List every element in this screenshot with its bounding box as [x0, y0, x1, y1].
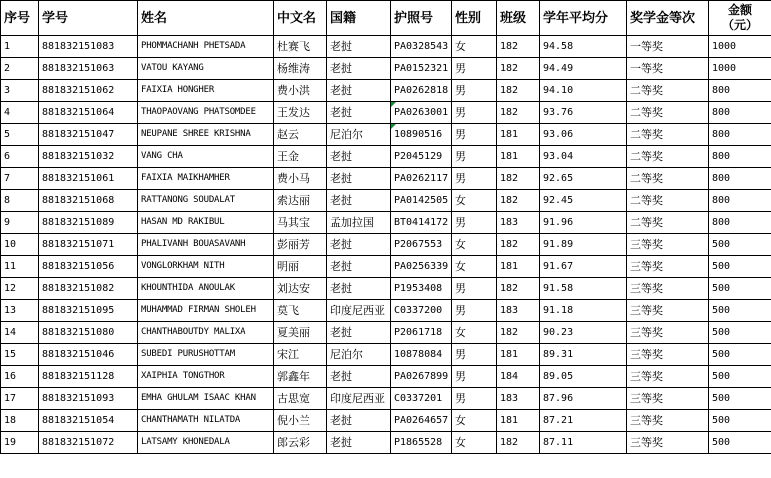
cell-chinese-name[interactable]: 莫飞 — [274, 300, 327, 322]
cell-nationality[interactable]: 老挝 — [327, 168, 391, 190]
cell-gender[interactable]: 男 — [452, 344, 497, 366]
cell-passport[interactable]: PA0262117 — [391, 168, 452, 190]
cell-amount[interactable]: 500 — [709, 432, 771, 454]
cell-gender[interactable]: 女 — [452, 432, 497, 454]
table-row — [1, 168, 771, 190]
cell-amount[interactable]: 500 — [709, 322, 771, 344]
cell-student-id[interactable]: 881832151032 — [39, 146, 138, 168]
cell-gender[interactable]: 女 — [452, 256, 497, 278]
cell-scholarship-level[interactable]: 二等奖 — [627, 212, 709, 234]
table-row — [1, 322, 771, 344]
cell-gender[interactable]: 男 — [452, 58, 497, 80]
cell-class[interactable]: 182 — [497, 190, 540, 212]
table-row — [1, 124, 771, 146]
cell-amount[interactable]: 800 — [709, 80, 771, 102]
cell-gender[interactable]: 男 — [452, 124, 497, 146]
cell-passport[interactable]: 10890516 — [391, 124, 452, 146]
cell-name[interactable]: FAIXIA MAIKHAMHER — [138, 168, 274, 190]
cell-name[interactable]: VANG CHA — [138, 146, 274, 168]
cell-class[interactable]: 182 — [497, 58, 540, 80]
cell-scholarship-level[interactable]: 三等奖 — [627, 388, 709, 410]
cell-amount[interactable]: 800 — [709, 212, 771, 234]
cell-nationality[interactable]: 孟加拉国 — [327, 212, 391, 234]
cell-scholarship-level[interactable]: 二等奖 — [627, 124, 709, 146]
cell-gpa[interactable]: 89.31 — [540, 344, 627, 366]
cell-chinese-name[interactable]: 夏美丽 — [274, 322, 327, 344]
cell-gpa[interactable]: 92.45 — [540, 190, 627, 212]
cell-student-id[interactable]: 881832151064 — [39, 102, 138, 124]
cell-scholarship-level[interactable]: 二等奖 — [627, 80, 709, 102]
cell-gpa[interactable]: 91.89 — [540, 234, 627, 256]
cell-class[interactable]: 182 — [497, 322, 540, 344]
header-amount-line1: 金额 — [727, 3, 752, 17]
cell-chinese-name[interactable]: 费小洪 — [274, 80, 327, 102]
cell-scholarship-level[interactable]: 三等奖 — [627, 366, 709, 388]
cell-index[interactable]: 3 — [1, 80, 39, 102]
cell-passport[interactable]: P2045129 — [391, 146, 452, 168]
cell-class[interactable]: 181 — [497, 146, 540, 168]
cell-amount[interactable]: 800 — [709, 168, 771, 190]
cell-nationality[interactable]: 老挝 — [327, 256, 391, 278]
cell-gender[interactable]: 男 — [452, 300, 497, 322]
cell-index[interactable]: 14 — [1, 322, 39, 344]
cell-chinese-name[interactable]: 宋江 — [274, 344, 327, 366]
cell-passport[interactable]: P2061718 — [391, 322, 452, 344]
cell-chinese-name[interactable]: 杨维涛 — [274, 58, 327, 80]
cell-passport[interactable]: PA0262818 — [391, 80, 452, 102]
cell-name[interactable]: PHALIVANH BOUASAVANH — [138, 234, 274, 256]
cell-class[interactable]: 183 — [497, 300, 540, 322]
header-amount-line2: （元） — [721, 18, 758, 32]
cell-class[interactable]: 182 — [497, 102, 540, 124]
cell-gender[interactable]: 男 — [452, 146, 497, 168]
cell-scholarship-level[interactable]: 二等奖 — [627, 168, 709, 190]
cell-scholarship-level[interactable]: 三等奖 — [627, 410, 709, 432]
cell-chinese-name[interactable]: 古思宽 — [274, 388, 327, 410]
cell-class[interactable]: 183 — [497, 388, 540, 410]
cell-gpa[interactable]: 94.58 — [540, 36, 627, 58]
cell-chinese-name[interactable]: 王金 — [274, 146, 327, 168]
table-row — [1, 410, 771, 432]
cell-class[interactable]: 181 — [497, 124, 540, 146]
cell-student-id[interactable]: 881832151061 — [39, 168, 138, 190]
cell-gpa[interactable]: 91.18 — [540, 300, 627, 322]
cell-chinese-name[interactable]: 彭丽芳 — [274, 234, 327, 256]
cell-student-id[interactable]: 881832151082 — [39, 278, 138, 300]
cell-gpa[interactable]: 90.23 — [540, 322, 627, 344]
cell-student-id[interactable]: 881832151047 — [39, 124, 138, 146]
cell-name[interactable]: XAIPHIA TONGTHOR — [138, 366, 274, 388]
cell-scholarship-level[interactable]: 二等奖 — [627, 146, 709, 168]
cell-student-id[interactable]: 881832151068 — [39, 190, 138, 212]
cell-name[interactable]: EMHA GHULAM ISAAC KHAN — [138, 388, 274, 410]
cell-index[interactable]: 15 — [1, 344, 39, 366]
cell-index[interactable]: 12 — [1, 278, 39, 300]
cell-scholarship-level[interactable]: 二等奖 — [627, 102, 709, 124]
cell-scholarship-level[interactable]: 三等奖 — [627, 432, 709, 454]
cell-index[interactable]: 16 — [1, 366, 39, 388]
cell-class[interactable]: 181 — [497, 410, 540, 432]
cell-gpa[interactable]: 91.67 — [540, 256, 627, 278]
cell-chinese-name[interactable]: 索达丽 — [274, 190, 327, 212]
cell-nationality[interactable]: 老挝 — [327, 80, 391, 102]
cell-gender[interactable]: 女 — [452, 36, 497, 58]
cell-name[interactable]: RATTANONG SOUDALAT — [138, 190, 274, 212]
cell-class[interactable]: 181 — [497, 256, 540, 278]
cell-class[interactable]: 182 — [497, 80, 540, 102]
cell-nationality[interactable]: 尼泊尔 — [327, 344, 391, 366]
header-amount[interactable] — [709, 1, 771, 36]
cell-class[interactable]: 183 — [497, 212, 540, 234]
cell-gender[interactable]: 女 — [452, 322, 497, 344]
cell-index[interactable]: 2 — [1, 58, 39, 80]
header-index[interactable]: 序号 — [1, 1, 39, 36]
cell-gender[interactable]: 男 — [452, 80, 497, 102]
cell-chinese-name[interactable]: 王发达 — [274, 102, 327, 124]
cell-name[interactable]: KHOUNTHIDA ANOULAK — [138, 278, 274, 300]
cell-index[interactable]: 9 — [1, 212, 39, 234]
cell-scholarship-level[interactable]: 二等奖 — [627, 190, 709, 212]
cell-nationality[interactable]: 印度尼西亚 — [327, 388, 391, 410]
cell-gpa[interactable]: 87.96 — [540, 388, 627, 410]
header-name[interactable]: 姓名 — [138, 1, 274, 36]
cell-student-id[interactable]: 881832151083 — [39, 36, 138, 58]
table-row — [1, 256, 771, 278]
cell-gpa[interactable]: 87.11 — [540, 432, 627, 454]
cell-passport[interactable]: P2067553 — [391, 234, 452, 256]
cell-passport[interactable]: BT0414172 — [391, 212, 452, 234]
cell-nationality[interactable]: 尼泊尔 — [327, 124, 391, 146]
header-class[interactable]: 班级 — [497, 1, 540, 36]
table-row — [1, 58, 771, 80]
table-row — [1, 432, 771, 454]
table-row — [1, 300, 771, 322]
cell-class[interactable]: 182 — [497, 234, 540, 256]
cell-gpa[interactable]: 93.76 — [540, 102, 627, 124]
cell-gpa[interactable]: 94.49 — [540, 58, 627, 80]
table-row — [1, 278, 771, 300]
cell-gender[interactable]: 男 — [452, 278, 497, 300]
cell-index[interactable]: 11 — [1, 256, 39, 278]
table-row — [1, 146, 771, 168]
table-row — [1, 344, 771, 366]
header-gpa[interactable]: 学年平均分 — [540, 1, 627, 36]
table-row — [1, 190, 771, 212]
cell-gpa[interactable]: 93.06 — [540, 124, 627, 146]
cell-passport[interactable]: P1953408 — [391, 278, 452, 300]
cell-scholarship-level[interactable]: 三等奖 — [627, 344, 709, 366]
cell-amount[interactable]: 1000 — [709, 36, 771, 58]
cell-class[interactable]: 184 — [497, 366, 540, 388]
cell-student-id[interactable]: 881832151063 — [39, 58, 138, 80]
cell-amount[interactable]: 500 — [709, 366, 771, 388]
cell-passport[interactable]: 10878084 — [391, 344, 452, 366]
cell-chinese-name[interactable]: 费小马 — [274, 168, 327, 190]
cell-name[interactable]: PHOMMACHANH PHETSADA — [138, 36, 274, 58]
cell-scholarship-level[interactable]: 三等奖 — [627, 278, 709, 300]
cell-student-id[interactable]: 881832151089 — [39, 212, 138, 234]
cell-index[interactable]: 18 — [1, 410, 39, 432]
table-row — [1, 388, 771, 410]
cell-index[interactable]: 4 — [1, 102, 39, 124]
cell-index[interactable]: 7 — [1, 168, 39, 190]
cell-gpa[interactable]: 94.10 — [540, 80, 627, 102]
cell-amount[interactable]: 500 — [709, 278, 771, 300]
cell-nationality[interactable]: 印度尼西亚 — [327, 300, 391, 322]
header-nationality[interactable]: 国籍 — [327, 1, 391, 36]
cell-name[interactable]: HASAN MD RAKIBUL — [138, 212, 274, 234]
cell-class[interactable]: 182 — [497, 168, 540, 190]
cell-gender[interactable]: 女 — [452, 410, 497, 432]
cell-student-id[interactable]: 881832151072 — [39, 432, 138, 454]
cell-amount[interactable]: 800 — [709, 124, 771, 146]
cell-scholarship-level[interactable]: 一等奖 — [627, 36, 709, 58]
cell-name[interactable]: VONGLORKHAM NITH — [138, 256, 274, 278]
cell-class[interactable]: 182 — [497, 432, 540, 454]
cell-student-id[interactable]: 881832151071 — [39, 234, 138, 256]
header-passport[interactable]: 护照号 — [391, 1, 452, 36]
table-row — [1, 102, 771, 124]
cell-passport[interactable]: PA0264657 — [391, 410, 452, 432]
cell-scholarship-level[interactable]: 三等奖 — [627, 300, 709, 322]
cell-amount[interactable]: 800 — [709, 102, 771, 124]
cell-amount[interactable]: 500 — [709, 410, 771, 432]
cell-nationality[interactable]: 老挝 — [327, 58, 391, 80]
cell-student-id[interactable]: 881832151056 — [39, 256, 138, 278]
cell-chinese-name[interactable]: 杜赛飞 — [274, 36, 327, 58]
cell-chinese-name[interactable]: 郭鑫年 — [274, 366, 327, 388]
cell-gender[interactable]: 男 — [452, 366, 497, 388]
cell-chinese-name[interactable]: 倪小兰 — [274, 410, 327, 432]
table-row — [1, 366, 771, 388]
cell-index[interactable]: 13 — [1, 300, 39, 322]
cell-index[interactable]: 5 — [1, 124, 39, 146]
cell-index[interactable]: 10 — [1, 234, 39, 256]
table-row — [1, 36, 771, 58]
header-chinese-name[interactable]: 中文名 — [274, 1, 327, 36]
cell-gpa[interactable]: 89.05 — [540, 366, 627, 388]
cell-gender[interactable]: 女 — [452, 234, 497, 256]
cell-passport[interactable]: PA0267899 — [391, 366, 452, 388]
cell-nationality[interactable]: 老挝 — [327, 366, 391, 388]
cell-amount[interactable]: 500 — [709, 256, 771, 278]
cell-amount[interactable]: 800 — [709, 190, 771, 212]
cell-name[interactable]: CHANTHABOUTDY MALIXA — [138, 322, 274, 344]
cell-chinese-name[interactable]: 郎云彩 — [274, 432, 327, 454]
cell-chinese-name[interactable]: 赵云 — [274, 124, 327, 146]
cell-student-id[interactable]: 881832151080 — [39, 322, 138, 344]
cell-student-id[interactable]: 881832151128 — [39, 366, 138, 388]
cell-gender[interactable]: 男 — [452, 212, 497, 234]
cell-passport[interactable]: P1865528 — [391, 432, 452, 454]
cell-passport[interactable]: PA0152321 — [391, 58, 452, 80]
cell-class[interactable]: 182 — [497, 36, 540, 58]
cell-nationality[interactable]: 老挝 — [327, 234, 391, 256]
cell-name[interactable]: LATSAMY KHONEDALA — [138, 432, 274, 454]
cell-amount[interactable]: 500 — [709, 344, 771, 366]
table-row — [1, 234, 771, 256]
cell-student-id[interactable]: 881832151093 — [39, 388, 138, 410]
cell-class[interactable]: 182 — [497, 278, 540, 300]
cell-passport[interactable]: PA0263001 — [391, 102, 452, 124]
cell-amount[interactable]: 800 — [709, 146, 771, 168]
header-row — [1, 1, 771, 36]
cell-nationality[interactable]: 老挝 — [327, 146, 391, 168]
header-student-id[interactable]: 学号 — [39, 1, 138, 36]
cell-index[interactable]: 17 — [1, 388, 39, 410]
cell-nationality[interactable]: 老挝 — [327, 102, 391, 124]
cell-name[interactable]: SUBEDI PURUSHOTTAM — [138, 344, 274, 366]
cell-class[interactable]: 181 — [497, 344, 540, 366]
cell-nationality[interactable]: 老挝 — [327, 432, 391, 454]
cell-amount[interactable]: 1000 — [709, 58, 771, 80]
cell-amount[interactable]: 500 — [709, 300, 771, 322]
cell-chinese-name[interactable]: 马其宝 — [274, 212, 327, 234]
cell-index[interactable]: 8 — [1, 190, 39, 212]
cell-scholarship-level[interactable]: 三等奖 — [627, 322, 709, 344]
cell-student-id[interactable]: 881832151095 — [39, 300, 138, 322]
cell-passport[interactable]: C0337201 — [391, 388, 452, 410]
header-gender[interactable]: 性别 — [452, 1, 497, 36]
cell-passport[interactable]: PA0142505 — [391, 190, 452, 212]
cell-gpa[interactable]: 92.65 — [540, 168, 627, 190]
cell-name[interactable]: FAIXIA HONGHER — [138, 80, 274, 102]
cell-gpa[interactable]: 93.04 — [540, 146, 627, 168]
cell-nationality[interactable]: 老挝 — [327, 36, 391, 58]
cell-amount[interactable]: 500 — [709, 234, 771, 256]
cell-gpa[interactable]: 91.96 — [540, 212, 627, 234]
cell-chinese-name[interactable]: 明丽 — [274, 256, 327, 278]
cell-passport[interactable]: C0337200 — [391, 300, 452, 322]
cell-nationality[interactable]: 老挝 — [327, 322, 391, 344]
cell-student-id[interactable]: 881832151054 — [39, 410, 138, 432]
cell-nationality[interactable]: 老挝 — [327, 190, 391, 212]
cell-name[interactable]: NEUPANE SHREE KRISHNA — [138, 124, 274, 146]
cell-gender[interactable]: 女 — [452, 190, 497, 212]
cell-index[interactable]: 19 — [1, 432, 39, 454]
table-row — [1, 212, 771, 234]
cell-gender[interactable]: 男 — [452, 168, 497, 190]
cell-gender[interactable]: 男 — [452, 388, 497, 410]
table-row — [1, 80, 771, 102]
cell-passport[interactable]: PA0256339 — [391, 256, 452, 278]
cell-name[interactable]: CHANTHAMATH NILATDA — [138, 410, 274, 432]
cell-name[interactable]: THAOPAOVANG PHATSOMDEE — [138, 102, 274, 124]
cell-nationality[interactable]: 老挝 — [327, 410, 391, 432]
cell-student-id[interactable]: 881832151062 — [39, 80, 138, 102]
cell-student-id[interactable]: 881832151046 — [39, 344, 138, 366]
cell-index[interactable]: 1 — [1, 36, 39, 58]
cell-scholarship-level[interactable]: 一等奖 — [627, 58, 709, 80]
cell-gpa[interactable]: 91.58 — [540, 278, 627, 300]
cell-passport[interactable]: PA0328543 — [391, 36, 452, 58]
header-scholarship-level[interactable]: 奖学金等次 — [627, 1, 709, 36]
cell-amount[interactable]: 500 — [709, 388, 771, 410]
cell-index[interactable]: 6 — [1, 146, 39, 168]
cell-scholarship-level[interactable]: 三等奖 — [627, 256, 709, 278]
cell-gpa[interactable]: 87.21 — [540, 410, 627, 432]
cell-gender[interactable]: 男 — [452, 102, 497, 124]
cell-name[interactable]: VATOU KAYANG — [138, 58, 274, 80]
cell-nationality[interactable]: 老挝 — [327, 278, 391, 300]
cell-name[interactable]: MUHAMMAD FIRMAN SHOLEH — [138, 300, 274, 322]
cell-chinese-name[interactable]: 刘达安 — [274, 278, 327, 300]
cell-scholarship-level[interactable]: 三等奖 — [627, 234, 709, 256]
